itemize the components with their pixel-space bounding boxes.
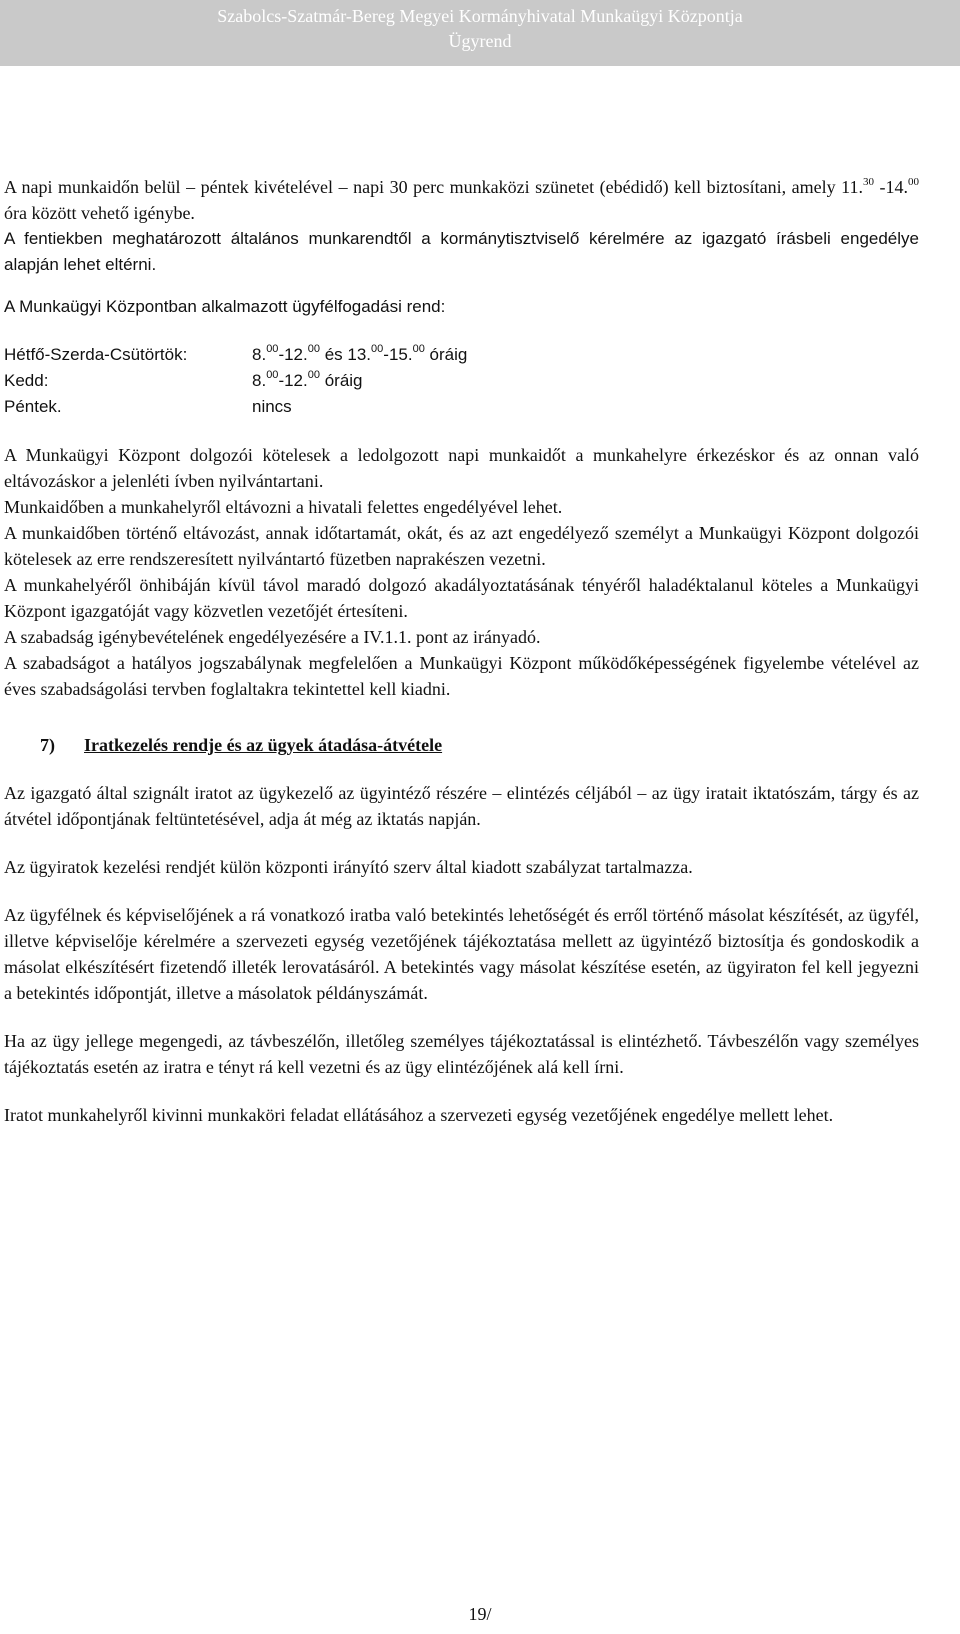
paragraph-reception-intro: A Munkaügyi Központban alkalmazott ügyfélfogadási rend: [4, 297, 446, 316]
paragraph-lunch-break: A napi munkaidőn belül – péntek kivételével – napi 30 perc munkaközi szünetet (ebédidő) kell biztosítani, amely 11.30 -14.00 óra között vehető igénybe. [4, 176, 919, 223]
paragraph-document-regulation: Az ügyiratok kezelési rendjét külön központi irányító szerv által kiadott szabályzat tartalmazza. [4, 857, 693, 877]
schedule-hours: 8.00-12.00 óráig [252, 369, 363, 390]
paragraph-leave-plan: A szabadságot a hatályos jogszabálynak megfelelően a Munkaügyi Központ működőképességének figyelembe vételével az éves szabadságolási tervben foglaltakra tekintettel kell kiadni. [4, 653, 919, 699]
document-body [4, 174, 919, 1128]
paragraph-absence-notification: A munkahelyéről önhibáján kívül távol maradó dolgozó akadályoztatásának tényéről haladéktalanul köteles a Munkaügyi Központ igazgatóját vagy közvetlen vezetőjét értesíteni. [4, 575, 919, 621]
paragraph-attendance-register: A Munkaügyi Központ dolgozói kötelesek a ledolgozott napi munkaidőt a munkahelyre érkezéskor és az onnan való eltávozáskor a jelenléti ívben nyilvántartani. [4, 445, 919, 491]
page-number: 19/ [468, 1604, 492, 1624]
schedule-row-mon-wed-thu [4, 342, 919, 368]
paragraph-schedule-exception: A fentiekben meghatározott általános munkarendtől a kormánytisztviselő kérelmére az igazgató írásbeli engedélye alapján lehet eltérni. [4, 229, 919, 274]
schedule-day: Péntek. [4, 397, 62, 416]
page-header [0, 0, 960, 66]
reception-schedule [4, 342, 919, 420]
paragraph-document-handover: Az igazgató által szignált iratot az ügykezelő az ügyintéző részére – elintézés céljából – az ügy iratait iktatószám, tárgy és az átvétel időpontjának feltüntetésével, adja át még az iktatás napján. [4, 783, 919, 829]
schedule-hours: 8.00-12.00 és 13.00-15.00 óráig [252, 343, 468, 364]
section-title: Iratkezelés rendje és az ügyek átadása-átvétele [84, 735, 443, 755]
paragraph-document-removal: Iratot munkahelyről kivinni munkaköri feladat ellátásához a szervezeti egység vezetőjének engedélye mellett lehet. [4, 1105, 834, 1125]
schedule-row-friday [4, 394, 919, 420]
header-document-title: Ügyrend [448, 31, 512, 51]
section-number: 7) [40, 735, 55, 755]
schedule-hours: nincs [252, 397, 292, 416]
paragraph-leave-approval: A szabadság igénybevételének engedélyezésére a IV.1.1. pont az irányadó. [4, 627, 541, 647]
schedule-day: Kedd: [4, 371, 49, 390]
paragraph-leaving-workplace: Munkaidőben a munkahelyről eltávozni a hivatali felettes engedélyével lehet. [4, 497, 563, 517]
header-organization: Szabolcs-Szatmár-Bereg Megyei Kormányhivatal Munkaügyi Központja [217, 6, 743, 26]
schedule-row-tuesday [4, 368, 919, 394]
paragraph-document-inspection: Az ügyfélnek és képviselőjének a rá vonatkozó iratba való betekintés lehetőségét és erről történő másolat készítését, az ügyfél, illetve képviselője kérelmére a szervezeti egység vezetőjének tájékoztatása mellett az ügyintéző biztosítja és gondoskodik a másolat elkészítésért fizetendő illeték lerovatásáról. A betekintés vagy másolat készítése esetén, az ügyiraton fel kell jegyezni a betekintés időpontját, illetve a másolatok példányszámát. [4, 905, 919, 1003]
paragraph-phone-handling: Ha az ügy jellege megengedi, az távbeszélőn, illetőleg személyes tájékoztatással is elintézhető. Távbeszélőn vagy személyes tájékoztatás esetén az iratra e tényt rá kell vezetni és az ügy elintézőjének alá kell írni. [4, 1031, 919, 1077]
paragraph-absence-log: A munkaidőben történő eltávozást, annak időtartamát, okát, és az azt engedélyező személyt a Munkaügyi Központ dolgozói kötelesek az erre rendszeresített nyilvántartó füzetben naprakészen vezetni. [4, 523, 919, 569]
section-heading [40, 732, 919, 758]
schedule-day: Hétfő-Szerda-Csütörtök: [4, 345, 188, 364]
